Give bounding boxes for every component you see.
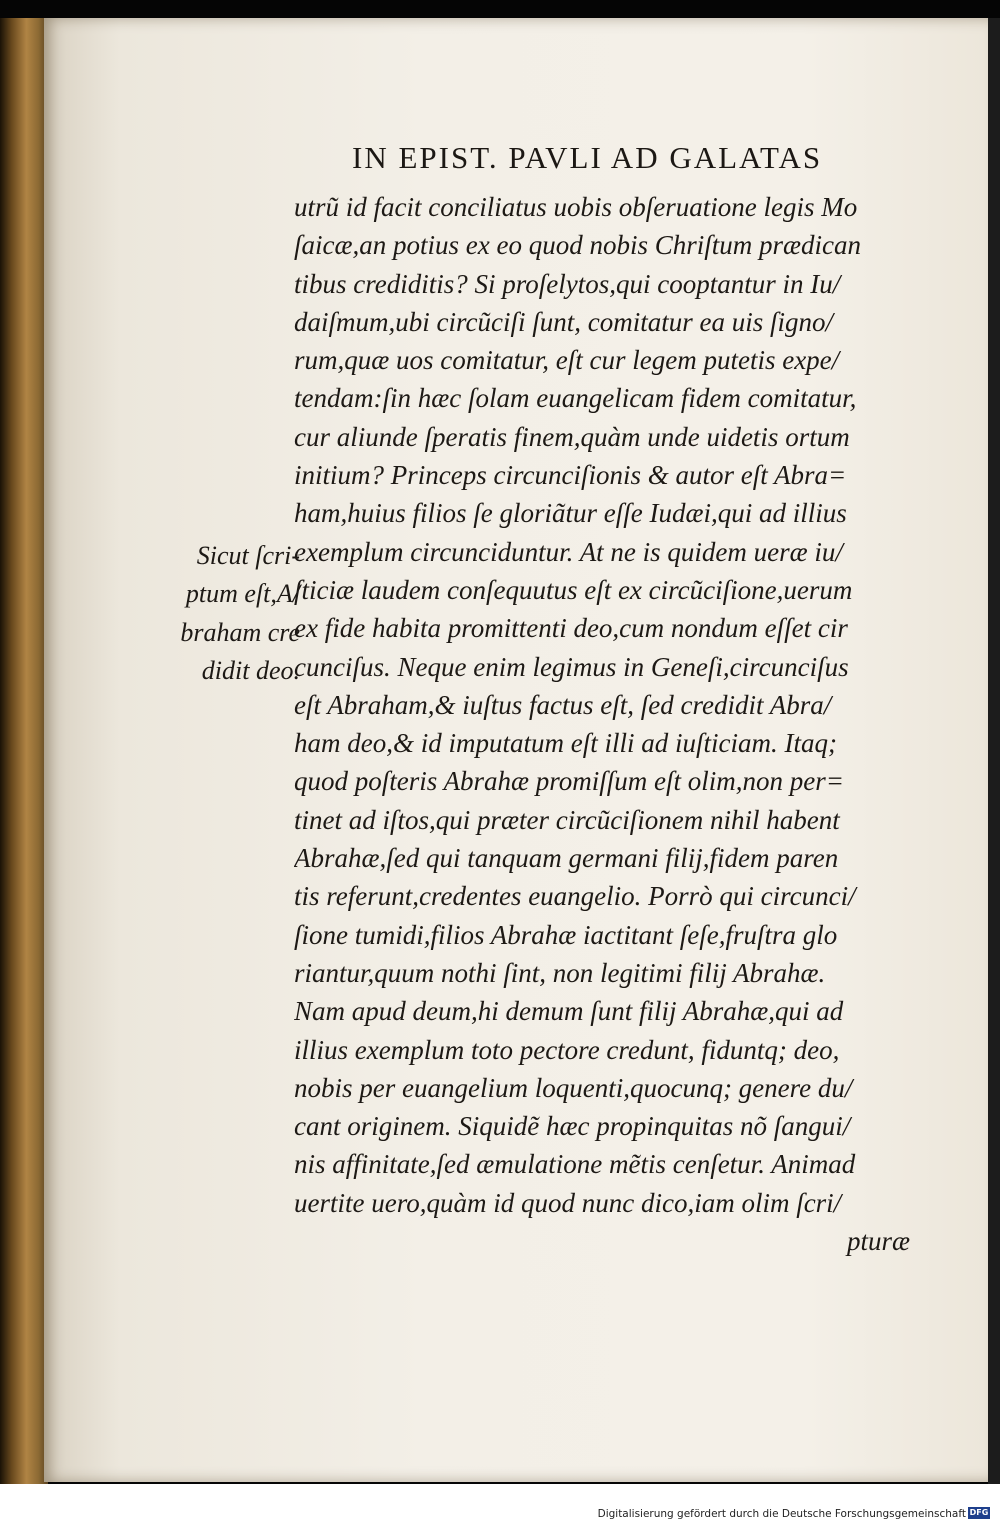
funding-notice: Digitalisierung gefördert durch die Deutsche Forschungsgemeinschaft (597, 1508, 966, 1520)
text-line: tinet ad iſtos,qui præter circũciſionem nihil habent (294, 804, 840, 835)
book-spine (0, 18, 48, 1484)
text-line: riantur,quum nothi ſint, non legitimi filij Abrahæ. (294, 957, 826, 988)
text-line: nis affinitate,ſed æmulatione mẽtis cenſetur. Animad (294, 1149, 856, 1180)
main-text-block (294, 188, 934, 1260)
text-line: nobis per euangelium loquenti,quocunq; genere du/ (294, 1072, 853, 1103)
marginal-line: braham cre (180, 617, 300, 647)
dfg-logo: DFG (969, 1508, 989, 1517)
text-line: pturæ (846, 1226, 910, 1257)
running-head: IN EPIST. PAVLI AD GALATAS (352, 140, 823, 175)
text-line: exemplum circunciduntur. At ne is quidem ueræ iu/ (294, 536, 843, 567)
text-line: ex fide habita promittenti deo,cum nondum eſſet cir (294, 613, 848, 644)
text-line: tibus crediditis? Si proſelytos,qui cooptantur in Iu/ (294, 268, 841, 299)
text-line: rum,quæ uos comitatur, eſt cur legem putetis expe/ (294, 345, 840, 376)
text-line: illius exemplum toto pectore credunt, fiduntq; deo, (294, 1034, 840, 1065)
text-line: daiſmum,ubi circũciſi ſunt, comitatur ea uis ſigno/ (294, 306, 833, 337)
text-line: tis referunt,credentes euangelio. Porrò qui circunci/ (294, 881, 856, 912)
text-line: Abrahæ,ſed qui tanquam germani filij,fidem paren (294, 843, 839, 874)
text-line: tendam:ſin hæc ſolam euangelicam fidem comitatur, (294, 383, 857, 414)
text-line: uertite uero,quàm id quod nunc dico,iam olim ſcri/ (294, 1187, 842, 1218)
marginal-line: Sicut ſcri- (196, 541, 300, 570)
text-line: ham,huius filios ſe gloriãtur eſſe Iudæi,qui ad illius (294, 498, 847, 529)
text-line: ham deo,& id imputatum eſt illi ad iuſticiam. Itaq; (294, 728, 837, 759)
page-edge-shadow (988, 18, 1000, 1484)
text-line: ſaicæ,an potius ex eo quod nobis Chriſtum prædican (294, 230, 861, 261)
text-line: cant originem. Siquidẽ hæc propinquitas nõ ſangui/ (294, 1111, 851, 1142)
text-line: initium? Princeps circunciſionis & autor eſt Abra= (294, 460, 847, 491)
text-line: utrũ id facit conciliatus uobis obſeruatione legis Mo (294, 192, 858, 222)
text-line: cunciſus. Neque enim legimus in Geneſi,circunciſus (294, 651, 849, 682)
text-line: ſticiæ laudem conſequutus eſt ex circũciſione,uerum (294, 574, 853, 605)
text-line: Nam apud deum,hi demum ſunt filij Abrahæ,qui ad (294, 996, 844, 1027)
text-line: eſt Abraham,& iuſtus factus eſt, ſed credidit Abra/ (294, 689, 832, 720)
marginal-note (150, 537, 300, 690)
marginal-line: ptum eſt,A/ (185, 579, 300, 609)
marginal-line: didit deo. (201, 655, 300, 685)
text-line: cur aliunde ſperatis finem,quàm unde uidetis ortum (294, 421, 850, 452)
text-line: ſione tumidi,filios Abrahæ iactitant ſeſe,fruſtra glo (294, 919, 838, 950)
text-line: quod poſteris Abrahæ promiſſum eſt olim,non per= (294, 766, 844, 797)
